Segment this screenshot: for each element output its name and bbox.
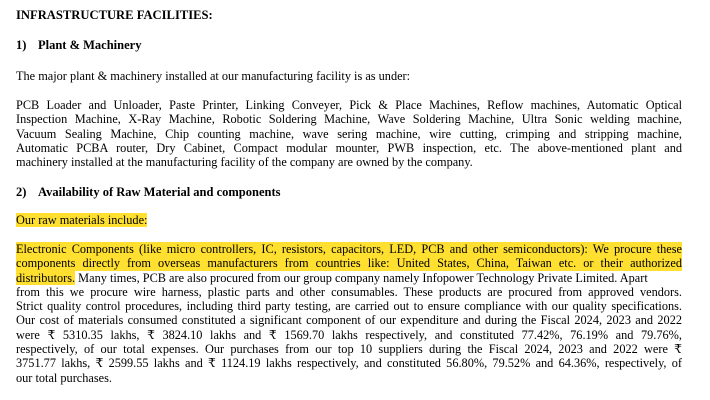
machinery-list-paragraph xyxy=(16,98,682,169)
paragraph-line: Vacuum Sealing Machine, Chip counting machine, wave sering machine, wire cutting, crimping and stripping machine, xyxy=(16,126,682,141)
paragraph-line: Strict quality control procedures, including third party testing, are carried out to ensure compliance with our quality specifications. xyxy=(16,299,682,314)
paragraph-line: from this we procure wire harness, plastic parts and other consumables. These products are procured from approved vendors. xyxy=(16,284,682,299)
paragraph-line: Inspection Machine, X-Ray Machine, Robotic Soldering Machine, Wave Soldering Machine, Ultra Sonic welding machine, xyxy=(16,112,682,127)
section-number: 1) xyxy=(16,38,27,52)
paragraph-line: respectively, of our total expenses. Our purchases from our top 10 suppliers during the Fiscal 2024, 2023 and 2022 were ₹ xyxy=(16,342,682,357)
section-heading-text: Plant & Machinery xyxy=(38,38,142,52)
raw-materials-paragraph xyxy=(16,242,682,385)
document-title: INFRASTRUCTURE FACILITIES: xyxy=(16,8,213,22)
section-heading-raw-material xyxy=(16,185,682,199)
paragraph-line: PCB Loader and Unloader, Paste Printer, Linking Conveyer, Pick & Place Machines, Reflow machines, Automatic Optical xyxy=(16,98,682,112)
raw-materials-intro xyxy=(16,213,682,227)
paragraph-line: our total purchases. xyxy=(16,370,112,385)
paragraph-line: Automatic PCBA router, Dry Cabinet, Compact modular mounter, PWB inspection, etc. The above-mentioned plant and xyxy=(16,140,682,155)
highlighted-text: distributors. xyxy=(16,270,76,285)
highlighted-line: Electronic Components (like micro controllers, IC, resistors, capacitors, LED, PCB and other semiconductors): We procure these xyxy=(16,242,682,256)
section-heading-plant-machinery xyxy=(16,38,682,52)
paragraph-line xyxy=(16,271,682,285)
highlighted-line: components directly from overseas manufacturers from countries like: United States, China, Taiwan etc. or their authorized xyxy=(16,256,682,271)
paragraph-line: 3751.77 lakhs, ₹ 2599.55 lakhs and ₹ 1124.19 lakhs respectively, and constituted 56.80%, 79.52% and 64.36%, respectively, of xyxy=(16,356,682,371)
section-heading-text: Availability of Raw Material and components xyxy=(38,185,281,199)
paragraph-text: Many times, PCB are also procured from our group company namely Infopower Technology Private Limited. Apart xyxy=(75,270,648,285)
plant-intro-text: The major plant & machinery installed at our manufacturing facility is as under: xyxy=(16,69,411,83)
paragraph-line: were ₹ 5310.35 lakhs, ₹ 3824.10 lakhs and ₹ 1569.70 lakhs respectively, and constituted 77.42%, 76.19% and 79.76%, xyxy=(16,327,682,342)
highlighted-text: Our raw materials include: xyxy=(16,213,148,227)
section-number: 2) xyxy=(16,185,27,199)
paragraph-line: machinery installed at the manufacturing facility of the company are owned by the company. xyxy=(16,155,473,170)
paragraph-line: Our cost of materials consumed constituted a significant component of our expenditure and during the Fiscal 2024, 2023 and 2022 xyxy=(16,313,682,328)
